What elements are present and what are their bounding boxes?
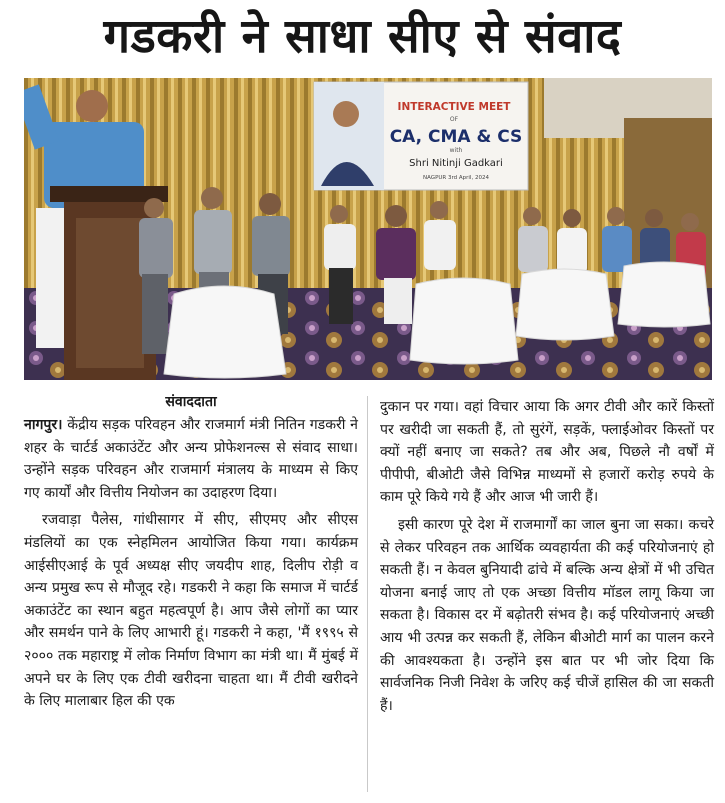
news-photo: [24, 78, 712, 380]
dateline: नागपुर।: [24, 417, 63, 433]
banner-of: OF: [449, 116, 459, 123]
headline: गडकरी ने साधा सीए से संवाद: [103, 9, 622, 64]
event-banner: [314, 82, 528, 190]
paragraph-text: केंद्रीय सड़क परिवहन और राजमार्ग मंत्री नितिन गडकरी ने शहर के चार्टर्ड अकाउंटेंट और अन्य प्रोफेशनल्स से संवाद साधा। उन्होंने सड़क परिवहन और राजमार्ग मंत्रालय के माध्यम से किए गए कार्यों और वित्तीय नियोजन का उदाहरण दिया।: [24, 417, 358, 501]
banner-main: CA, CMA & CS: [389, 127, 523, 147]
article-paragraph: दुकान पर गया। वहां विचार आया कि अगर टीवी और कारें किस्तों पर खरीदी जा सकती हैं, तो सुरंगें, सड़कें, फ्लाईओवर किस्तों पर क्यों नहीं बनाए जा सकते? तब और अब, पिछले नौ वर्षों में पीपीपी, बीओटी जैसे विभिन्न माध्यमों से हजारों करोड़ रुपये के काम पूरे किये गये हैं और आज भी जारी हैं।: [380, 399, 714, 506]
banner-with: with: [449, 147, 463, 154]
article-paragraph: [24, 414, 358, 504]
banner-name: Shri Nitinji Gadkari: [409, 158, 503, 169]
article-paragraph: रजवाड़ा पैलेस, गांधीसागर में सीए, सीएमए और सीएस मंडलियों का एक स्नेहमिलन आयोजित किया गया। कार्यक्रम आईसीएआई के पूर्व अध्यक्ष सीए जयदीप शाह, दिलीप रोड़ी व अन्य प्रमुख रूप से मौजूद रहे। गडकरी ने कहा कि समाज में चार्टर्ड अकाउंटेंट का स्थान बहुत महत्वपूर्ण है। आप जैसे लोगों का प्यार और समर्थन पाने के लिए आभारी हूं। गडकरी ने कहा, 'मैं १९९५ से २००० तक महाराष्ट्र में लोक निर्माण विभाग का मंत्री था। मैं मुंबई में अपने घर के लिए एक टीवी खरीदना चाहता था। मैं टीवी खरीदने के लिए मालाबार हिल की एक: [24, 512, 358, 710]
article-column-left: [24, 392, 358, 713]
banner-title: INTERACTIVE MEET: [397, 101, 511, 113]
event-photo-illustration: [24, 78, 712, 380]
byline: संवाददाता: [165, 394, 217, 410]
article-paragraph: इसी कारण पूरे देश में राजमार्गों का जाल बुना जा सका। कचरे से लेकर परिवहन तक आर्थिक व्यवहार्यता की कई परियोजनाएं हो सकती हैं। न केवल बुनियादी ढांचे में बल्कि अन्य क्षेत्रों में भी उचित योजना बनाई जाए तो एक अच्छा वित्तीय मॉडल लागू किया जा सकता है। विकास दर में बढ़ोतरी संभव है। कई परियोजनाएं अच्छी आय भी उत्पन्न कर सकती हैं, लेकिन बीओटी मार्ग का पालन करने की आवश्यकता है। उन्होंने इस बात पर भी जोर दिया कि सार्वजनिक निजी निवेश के जरिए कई चीजें हासिल की जा सकती हैं।: [380, 516, 714, 714]
banner-footer: NAGPUR 3rd April, 2024: [423, 175, 489, 181]
article-column-right: [380, 396, 714, 717]
column-divider: [367, 396, 368, 792]
